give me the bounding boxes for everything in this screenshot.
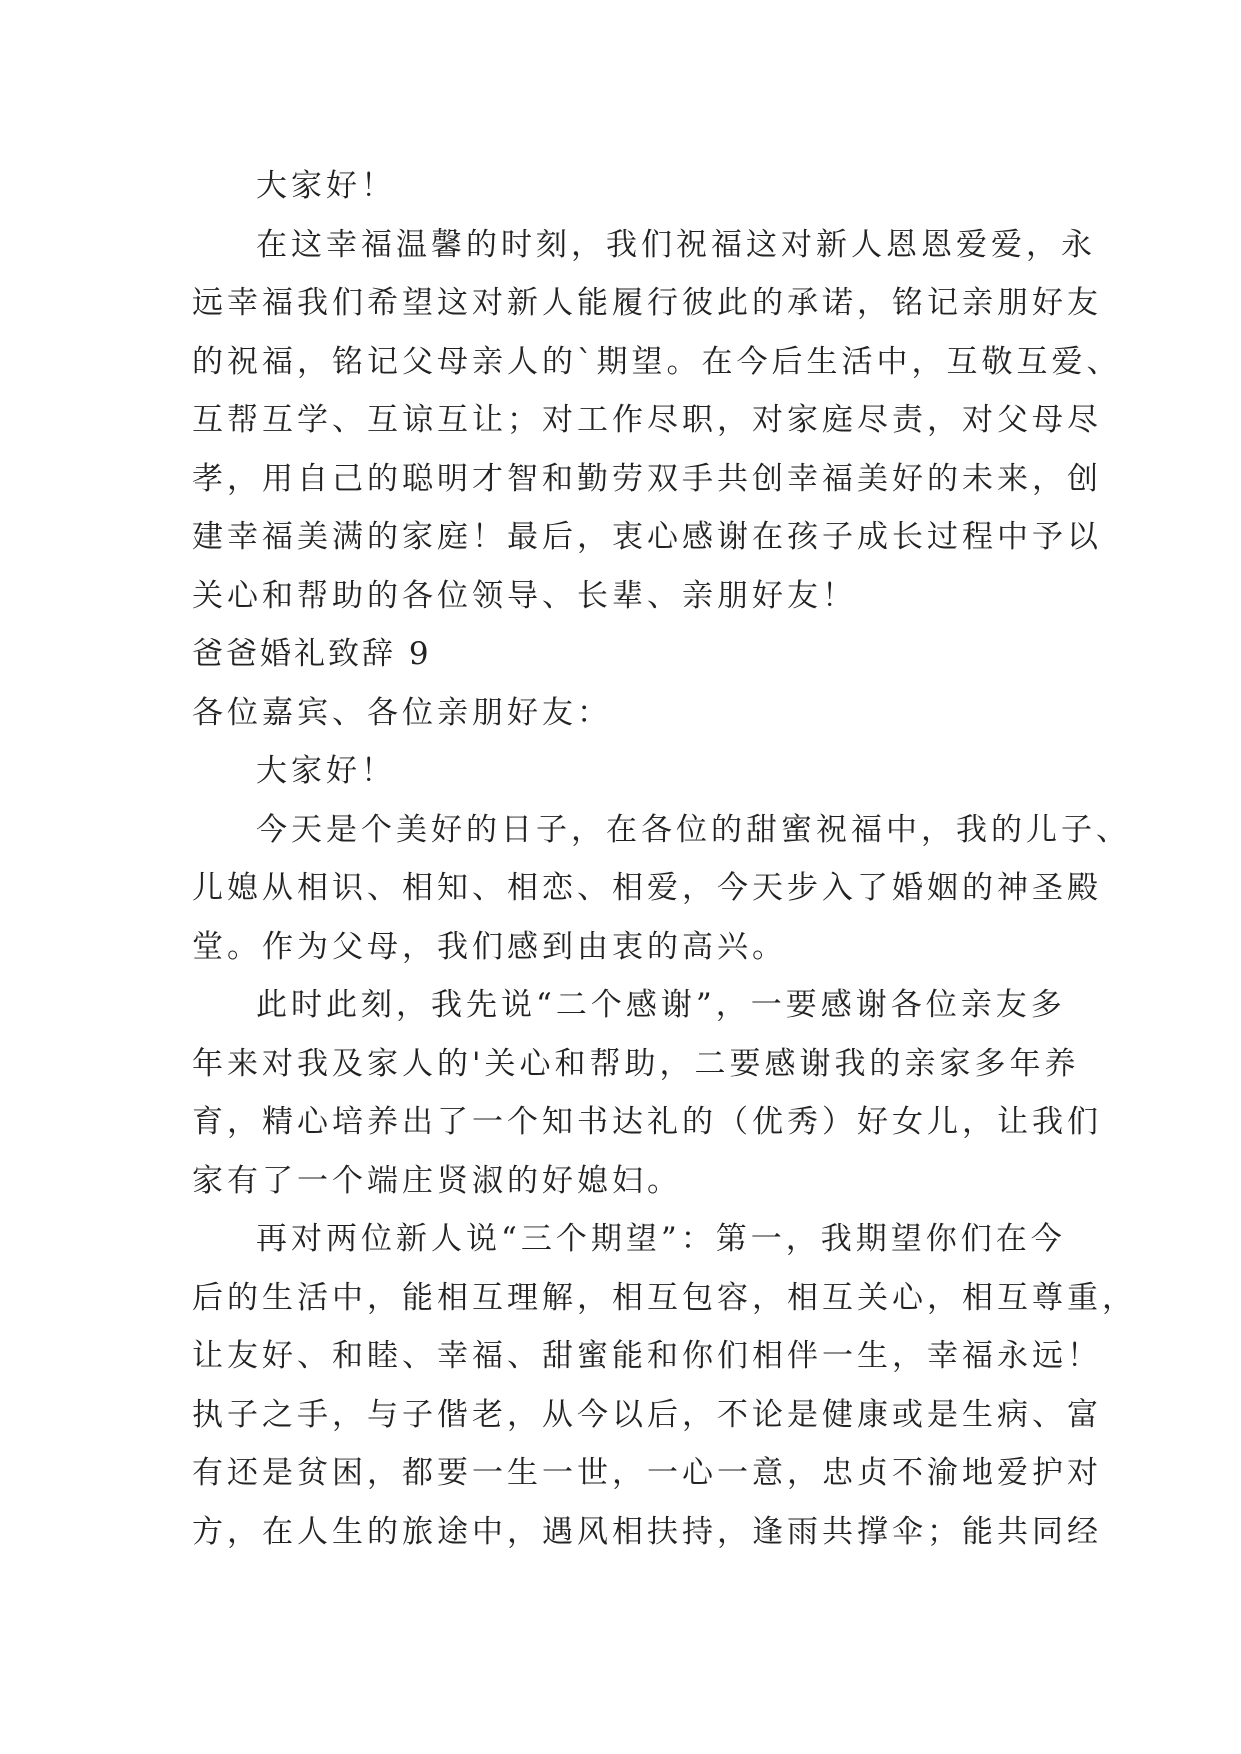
paragraph-line: 远幸福我们希望这对新人能履行彼此的承诺，铭记亲朋好友 bbox=[192, 285, 1102, 321]
paragraph-line: 孝，用自己的聪明才智和勤劳双手共创幸福美好的未来，创 bbox=[192, 460, 1102, 497]
paragraph-line: 堂。作为父母，我们感到由衷的高兴。 bbox=[192, 928, 787, 965]
greeting-line: 大家好！ bbox=[256, 753, 396, 789]
paragraph-line: 后的生活中，能相互理解，相互包容，相互关心，相互尊重， bbox=[192, 1279, 1137, 1316]
paragraph-line: 此时此刻，我先说“二个感谢”，一要感谢各位亲友多 bbox=[256, 987, 1066, 1023]
paragraph-line: 在这幸福温馨的时刻，我们祝福这对新人恩恩爱爱，永 bbox=[256, 226, 1096, 263]
paragraph-line: 互帮互学、互谅互让；对工作尽职，对家庭尽责，对父母尽 bbox=[192, 402, 1102, 438]
salutation-line: 各位嘉宾、各位亲朋好友： bbox=[192, 694, 612, 731]
paragraph-line: 执子之手，与子偕老，从今以后，不论是健康或是生病、富 bbox=[192, 1396, 1102, 1433]
document-body bbox=[192, 157, 1137, 1561]
paragraph-line: 的祝福，铭记父母亲人的`期望。在今后生活中，互敬互爱、 bbox=[192, 343, 1122, 380]
paragraph-line: 年来对我及家人的'关心和帮助，二要感谢我的亲家多年养 bbox=[192, 1045, 1080, 1082]
section-heading: 爸爸婚礼致辞 9 bbox=[192, 636, 432, 672]
paragraph-line: 关心和帮助的各位领导、长辈、亲朋好友！ bbox=[192, 577, 857, 614]
paragraph-line: 有还是贫困，都要一生一世，一心一意，忠贞不渝地爱护对 bbox=[192, 1455, 1102, 1491]
paragraph-line: 家有了一个端庄贤淑的好媳妇。 bbox=[192, 1162, 682, 1199]
greeting-line: 大家好！ bbox=[256, 168, 396, 204]
paragraph-line: 让友好、和睦、幸福、甜蜜能和你们相伴一生，幸福永远！ bbox=[192, 1338, 1102, 1374]
paragraph-line: 方，在人生的旅途中，遇风相扶持，逢雨共撑伞；能共同经 bbox=[192, 1513, 1102, 1550]
paragraph-line: 儿媳从相识、相知、相恋、相爱，今天步入了婚姻的神圣殿 bbox=[192, 870, 1102, 906]
paragraph-line: 建幸福美满的家庭！最后，衷心感谢在孩子成长过程中予以 bbox=[192, 519, 1102, 555]
paragraph-line: 育，精心培养出了一个知书达礼的（优秀）好女儿，让我们 bbox=[192, 1104, 1102, 1140]
paragraph-line: 今天是个美好的日子，在各位的甜蜜祝福中，我的儿子、 bbox=[256, 811, 1131, 848]
paragraph-line: 再对两位新人说“三个期望”：第一，我期望你们在今 bbox=[256, 1221, 1066, 1257]
